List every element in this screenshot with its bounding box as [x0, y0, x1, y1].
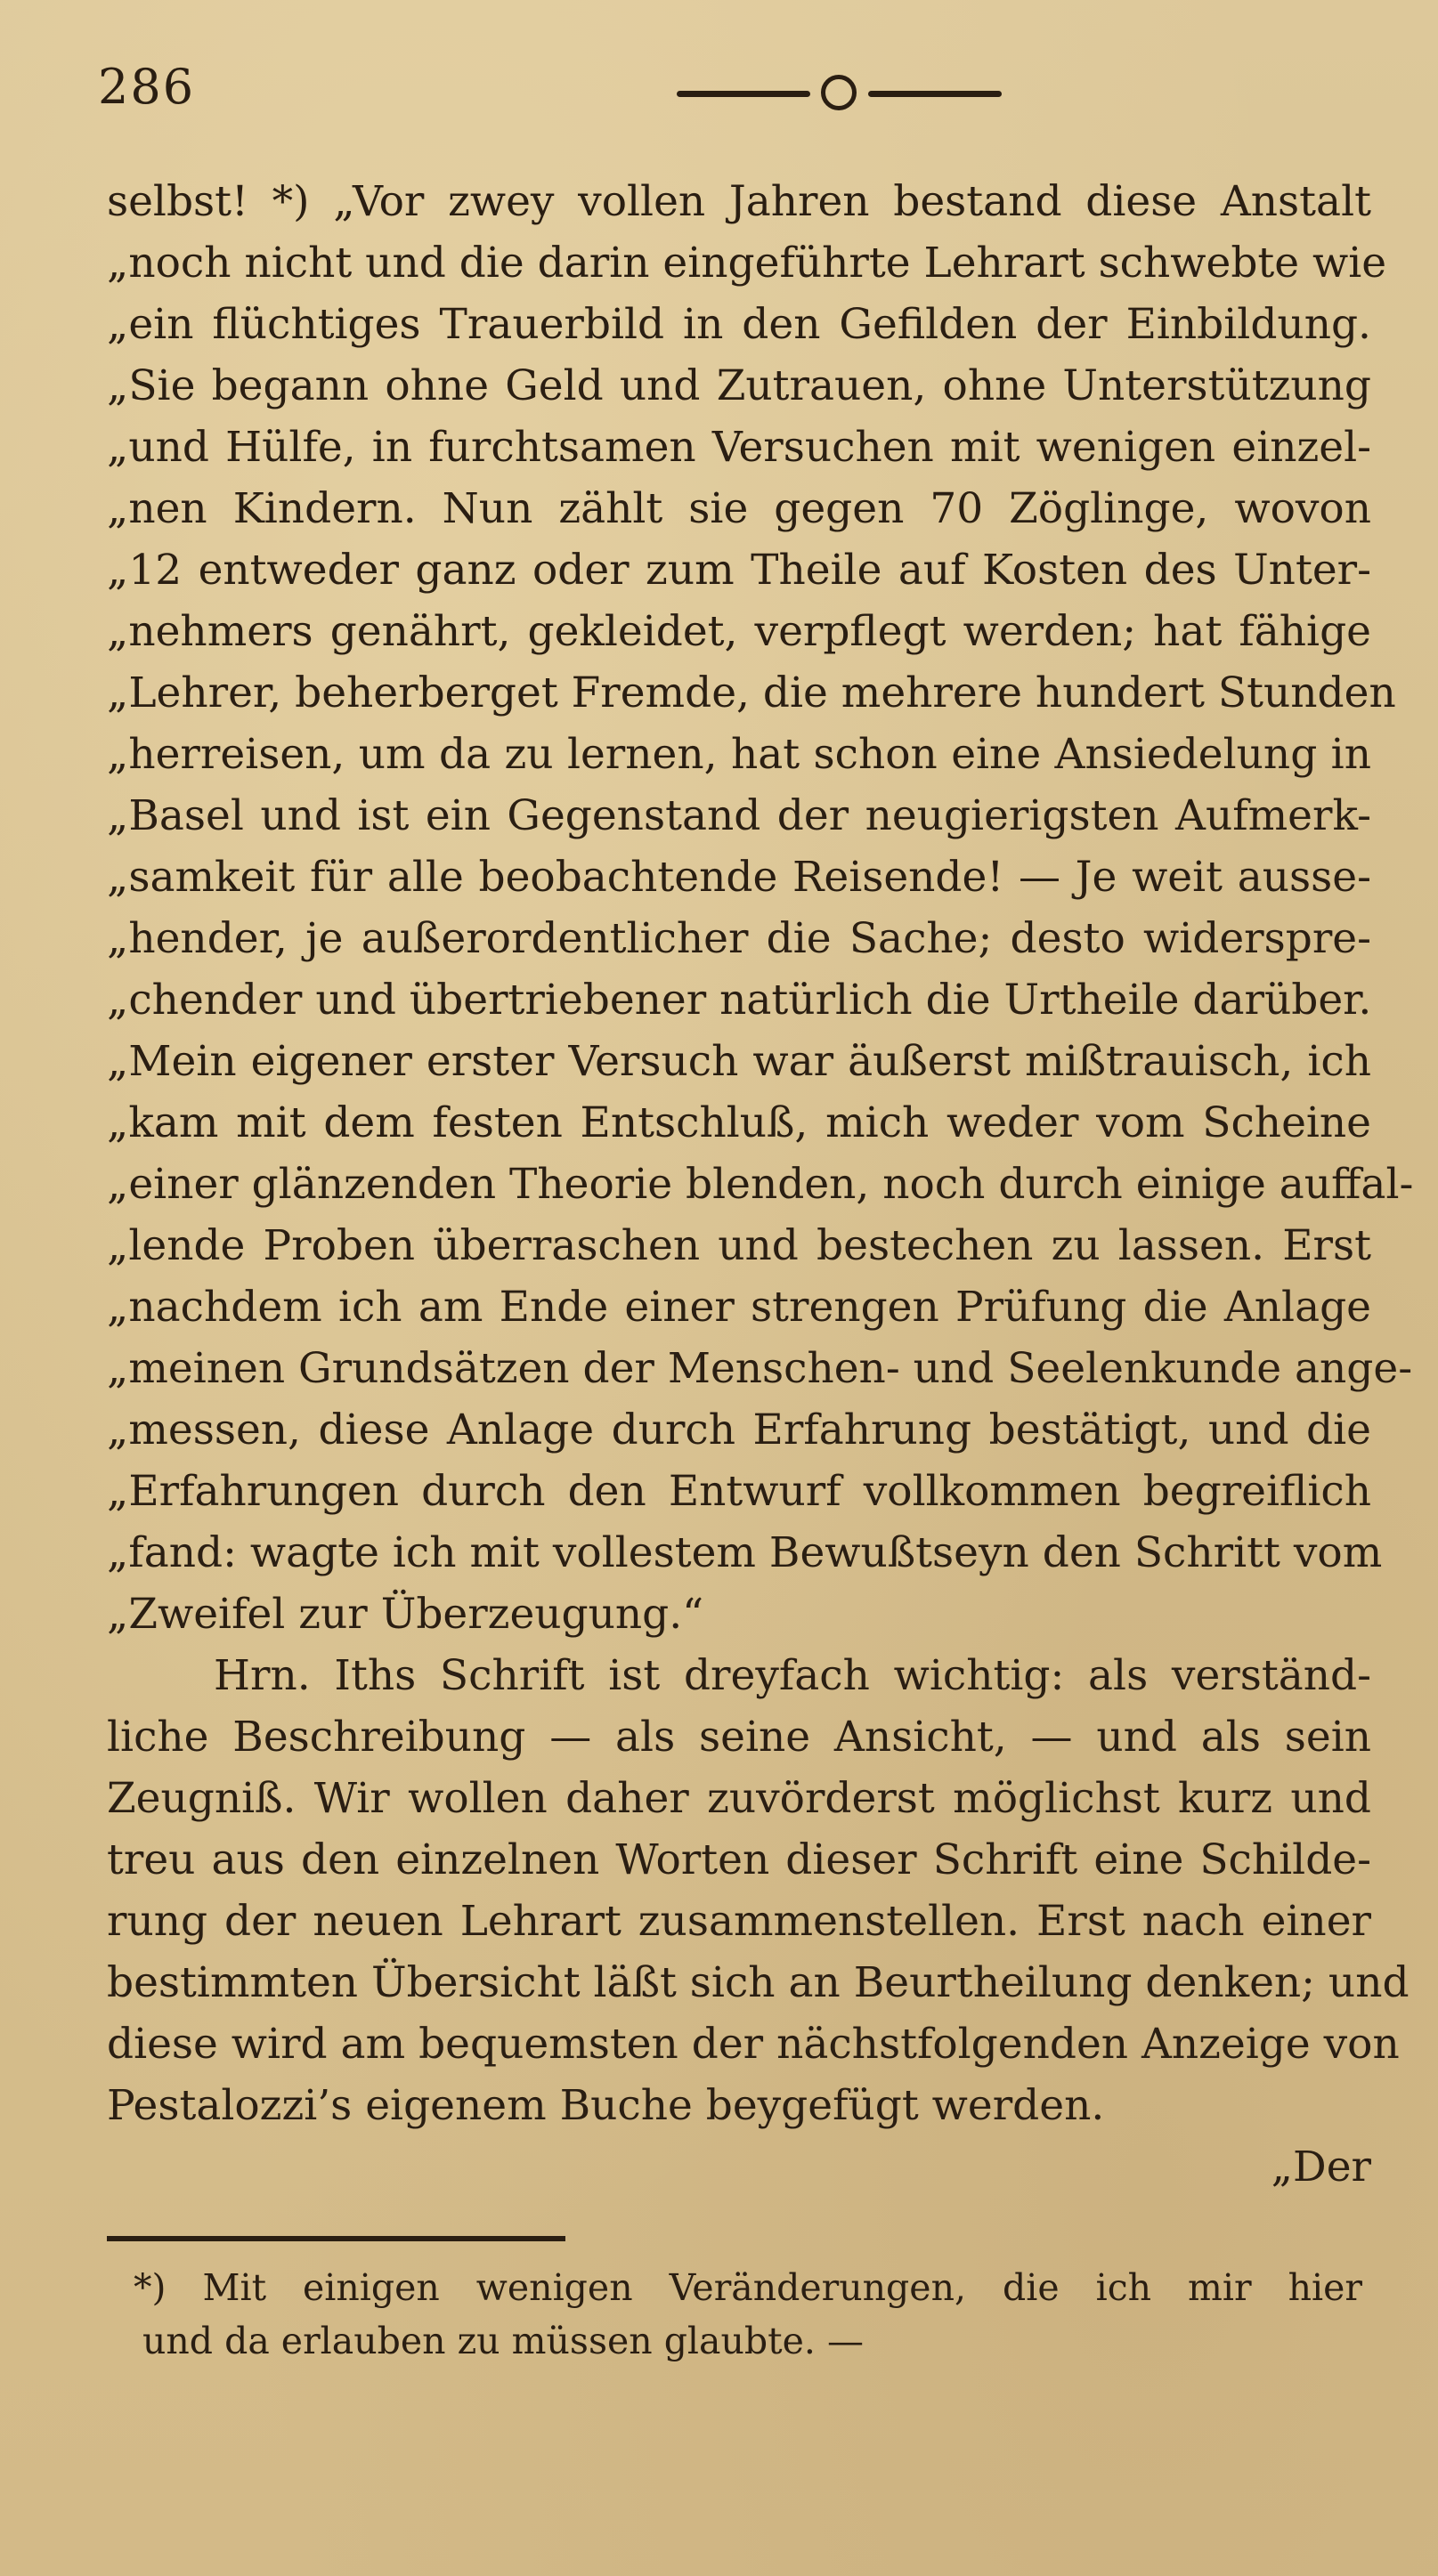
text-line: „Erfahrungen durch den Entwurf vollkommen begreiflich	[107, 1467, 1371, 1516]
text-line: „Lehrer, beherberget Fremde, die mehrere hundert Stunden	[107, 668, 1396, 717]
page-header	[98, 52, 1362, 123]
page-number: 286	[98, 59, 196, 115]
text-line: „Mein eigener erster Versuch war äußerst mißtrauisch, ich	[107, 1037, 1371, 1086]
footnote-rule	[107, 2236, 565, 2241]
text-line: „und Hülfe, in furchtsamen Versuchen mit wenigen einzel-	[107, 423, 1371, 472]
text-line: treu aus den einzelnen Worten dieser Schrift eine Schilde-	[107, 1835, 1371, 1884]
text-line: „meinen Grundsätzen der Menschen- und Seelenkunde ange-	[107, 1344, 1413, 1393]
text-line: rung der neuen Lehrart zusammenstellen. Erst nach einer	[107, 1897, 1371, 1946]
ornament-bar-right	[868, 91, 1002, 97]
footnote-line: *) Mit einigen wenigen Veränderungen, die ich mir hier	[134, 2266, 1362, 2309]
text-line: „noch nicht und die darin eingeführte Lehrart schwebte wie	[107, 239, 1387, 288]
footnote-line: und da erlauben zu müssen glaubte. —	[142, 2320, 864, 2362]
text-line: „herreisen, um da zu lernen, hat schon eine Ansiedelung in	[107, 730, 1371, 779]
ornament-bar-left	[677, 91, 810, 97]
text-line: „hender, je außerordentlicher die Sache; desto widerspre-	[107, 914, 1371, 963]
text-line: „chender und übertriebener natürlich die Urtheile darüber.	[107, 976, 1372, 1025]
text-line: Hrn. Iths Schrift ist dreyfach wichtig: als verständ-	[214, 1651, 1371, 1700]
text-line: „nehmers genährt, gekleidet, verpflegt werden; hat fähige	[107, 607, 1371, 656]
text-line: selbst! *) „Vor zwey vollen Jahren bestand diese Anstalt	[107, 177, 1371, 226]
catchword: „Der	[1271, 2143, 1371, 2191]
text-line: „kam mit dem festen Entschluß, mich weder vom Scheine	[107, 1098, 1371, 1147]
header-ornament	[677, 71, 997, 116]
text-line: Pestalozzi’s eigenem Buche beygefügt werden.	[107, 2081, 1105, 2130]
ornament-circle	[821, 75, 857, 110]
text-line: „nen Kindern. Nun zählt sie gegen 70 Zöglinge, wovon	[107, 484, 1371, 533]
text-line: „Basel und ist ein Gegenstand der neugierigsten Aufmerk-	[107, 791, 1371, 840]
text-line: „messen, diese Anlage durch Erfahrung bestätigt, und die	[107, 1405, 1371, 1454]
text-line: „einer glänzenden Theorie blenden, noch durch einige auffal-	[107, 1160, 1414, 1209]
text-line: „fand: wagte ich mit vollestem Bewußtseyn den Schritt vom	[107, 1528, 1383, 1577]
text-line: „12 entweder ganz oder zum Theile auf Kosten des Unter-	[107, 546, 1371, 595]
text-line: „Sie begann ohne Geld und Zutrauen, ohne Unterstützung	[107, 361, 1371, 410]
text-line: bestimmten Übersicht läßt sich an Beurtheilung denken; und	[107, 1958, 1410, 2007]
text-line: „samkeit für alle beobachtende Reisende! — Je weit ausse-	[107, 853, 1371, 902]
text-line: „Zweifel zur Überzeugung.“	[107, 1590, 704, 1639]
body-text	[107, 171, 1414, 2198]
footnote	[134, 2261, 1362, 2368]
text-line: diese wird am bequemsten der nächstfolgenden Anzeige von	[107, 2020, 1400, 2069]
text-line: Zeugniß. Wir wollen daher zuvörderst möglichst kurz und	[107, 1774, 1371, 1823]
text-line: „nachdem ich am Ende einer strengen Prüfung die Anlage	[107, 1283, 1371, 1332]
text-line: „ein flüchtiges Trauerbild in den Gefilden der Einbildung.	[107, 300, 1371, 349]
text-line: liche Beschreibung — als seine Ansicht, — und als sein	[107, 1713, 1371, 1762]
text-line: „lende Proben überraschen und bestechen zu lassen. Erst	[107, 1221, 1371, 1270]
